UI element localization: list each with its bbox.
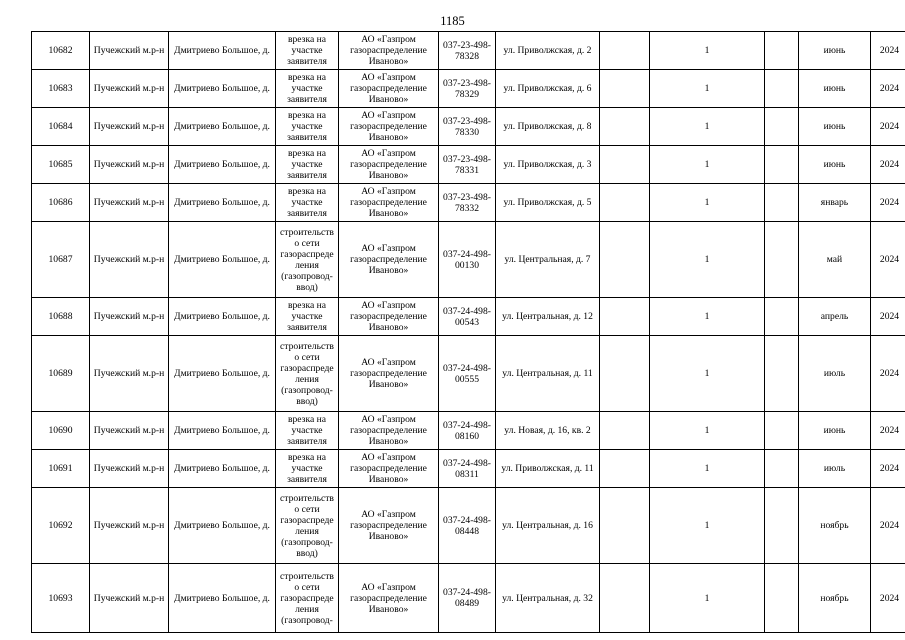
work-type-cell: врезка на участке заявителя xyxy=(276,184,339,222)
work-type-cell: врезка на участке заявителя xyxy=(276,108,339,146)
work-type-cell: строительство сети газораспределения (газопровод-ввод) xyxy=(276,488,339,564)
month-cell: январь xyxy=(799,184,871,222)
empty-cell xyxy=(765,450,799,488)
code-cell: 037-24-498-08448 xyxy=(439,488,496,564)
empty-cell xyxy=(765,146,799,184)
year-cell: 2024 xyxy=(871,108,905,146)
empty-cell xyxy=(765,336,799,412)
organization-cell: АО «Газпром газораспределение Иваново» xyxy=(339,450,439,488)
quantity-cell: 1 xyxy=(650,450,765,488)
table-row xyxy=(32,336,905,412)
empty-cell xyxy=(765,564,799,633)
month-cell: июль xyxy=(799,336,871,412)
locality-cell: Дмитриево Большое, д. xyxy=(169,146,276,184)
locality-cell: Дмитриево Большое, д. xyxy=(169,412,276,450)
work-type-cell: строительство сети газораспределения (газопровод-ввод) xyxy=(276,222,339,298)
work-type-cell: строительство сети газораспределения (газопровод- xyxy=(276,564,339,633)
code-cell: 037-23-498-78330 xyxy=(439,108,496,146)
empty-cell xyxy=(600,70,650,108)
address-cell: ул. Приволжская, д. 6 xyxy=(496,70,600,108)
empty-cell xyxy=(600,108,650,146)
month-cell: май xyxy=(799,222,871,298)
year-cell: 2024 xyxy=(871,146,905,184)
code-cell: 037-24-498-00543 xyxy=(439,298,496,336)
organization-cell: АО «Газпром газораспределение Иваново» xyxy=(339,146,439,184)
table-row xyxy=(32,412,905,450)
table-row xyxy=(32,488,905,564)
year-cell: 2024 xyxy=(871,488,905,564)
locality-cell: Дмитриево Большое, д. xyxy=(169,564,276,633)
empty-cell xyxy=(765,298,799,336)
district-cell: Пучежский м.р-н xyxy=(90,336,169,412)
year-cell: 2024 xyxy=(871,70,905,108)
empty-cell xyxy=(765,108,799,146)
quantity-cell: 1 xyxy=(650,488,765,564)
address-cell: ул. Центральная, д. 16 xyxy=(496,488,600,564)
table-row xyxy=(32,298,905,336)
empty-cell xyxy=(765,184,799,222)
month-cell: июнь xyxy=(799,70,871,108)
quantity-cell: 1 xyxy=(650,412,765,450)
table-row xyxy=(32,564,905,633)
district-cell: Пучежский м.р-н xyxy=(90,450,169,488)
quantity-cell: 1 xyxy=(650,146,765,184)
address-cell: ул. Центральная, д. 32 xyxy=(496,564,600,633)
month-cell: июнь xyxy=(799,412,871,450)
table-row xyxy=(32,450,905,488)
year-cell: 2024 xyxy=(871,412,905,450)
work-type-cell: врезка на участке заявителя xyxy=(276,450,339,488)
locality-cell: Дмитриево Большое, д. xyxy=(169,222,276,298)
quantity-cell: 1 xyxy=(650,222,765,298)
locality-cell: Дмитриево Большое, д. xyxy=(169,70,276,108)
code-cell: 037-24-498-08489 xyxy=(439,564,496,633)
organization-cell: АО «Газпром газораспределение Иваново» xyxy=(339,488,439,564)
organization-cell: АО «Газпром газораспределение Иваново» xyxy=(339,70,439,108)
empty-cell xyxy=(600,450,650,488)
quantity-cell: 1 xyxy=(650,564,765,633)
code-cell: 037-23-498-78328 xyxy=(439,32,496,70)
month-cell: ноябрь xyxy=(799,564,871,633)
month-cell: июнь xyxy=(799,146,871,184)
empty-cell xyxy=(600,298,650,336)
organization-cell: АО «Газпром газораспределение Иваново» xyxy=(339,564,439,633)
organization-cell: АО «Газпром газораспределение Иваново» xyxy=(339,222,439,298)
code-cell: 037-24-498-08311 xyxy=(439,450,496,488)
empty-cell xyxy=(600,32,650,70)
locality-cell: Дмитриево Большое, д. xyxy=(169,298,276,336)
row-number: 10693 xyxy=(32,564,90,633)
empty-cell xyxy=(600,488,650,564)
work-type-cell: врезка на участке заявителя xyxy=(276,70,339,108)
empty-cell xyxy=(600,564,650,633)
empty-cell xyxy=(765,488,799,564)
address-cell: ул. Приволжская, д. 5 xyxy=(496,184,600,222)
locality-cell: Дмитриево Большое, д. xyxy=(169,488,276,564)
address-cell: ул. Центральная, д. 12 xyxy=(496,298,600,336)
organization-cell: АО «Газпром газораспределение Иваново» xyxy=(339,184,439,222)
row-number: 10691 xyxy=(32,450,90,488)
work-type-cell: врезка на участке заявителя xyxy=(276,298,339,336)
year-cell: 2024 xyxy=(871,298,905,336)
table-row xyxy=(32,70,905,108)
district-cell: Пучежский м.р-н xyxy=(90,298,169,336)
month-cell: июнь xyxy=(799,108,871,146)
empty-cell xyxy=(600,146,650,184)
empty-cell xyxy=(765,32,799,70)
empty-cell xyxy=(600,336,650,412)
address-cell: ул. Приволжская, д. 3 xyxy=(496,146,600,184)
month-cell: июль xyxy=(799,450,871,488)
locality-cell: Дмитриево Большое, д. xyxy=(169,108,276,146)
address-cell: ул. Приволжская, д. 8 xyxy=(496,108,600,146)
district-cell: Пучежский м.р-н xyxy=(90,412,169,450)
district-cell: Пучежский м.р-н xyxy=(90,146,169,184)
table-row xyxy=(32,108,905,146)
address-cell: ул. Приволжская, д. 11 xyxy=(496,450,600,488)
work-type-cell: строительство сети газораспределения (газопровод-ввод) xyxy=(276,336,339,412)
table-body xyxy=(32,32,905,633)
table-row xyxy=(32,184,905,222)
district-cell: Пучежский м.р-н xyxy=(90,488,169,564)
district-cell: Пучежский м.р-н xyxy=(90,70,169,108)
empty-cell xyxy=(765,70,799,108)
quantity-cell: 1 xyxy=(650,298,765,336)
address-cell: ул. Центральная, д. 11 xyxy=(496,336,600,412)
code-cell: 037-24-498-08160 xyxy=(439,412,496,450)
row-number: 10682 xyxy=(32,32,90,70)
work-type-cell: врезка на участке заявителя xyxy=(276,146,339,184)
quantity-cell: 1 xyxy=(650,70,765,108)
row-number: 10683 xyxy=(32,70,90,108)
organization-cell: АО «Газпром газораспределение Иваново» xyxy=(339,298,439,336)
quantity-cell: 1 xyxy=(650,108,765,146)
district-cell: Пучежский м.р-н xyxy=(90,222,169,298)
year-cell: 2024 xyxy=(871,336,905,412)
row-number: 10692 xyxy=(32,488,90,564)
district-cell: Пучежский м.р-н xyxy=(90,32,169,70)
empty-cell xyxy=(765,412,799,450)
table-row xyxy=(32,32,905,70)
organization-cell: АО «Газпром газораспределение Иваново» xyxy=(339,108,439,146)
quantity-cell: 1 xyxy=(650,184,765,222)
code-cell: 037-23-498-78329 xyxy=(439,70,496,108)
organization-cell: АО «Газпром газораспределение Иваново» xyxy=(339,412,439,450)
address-cell: ул. Центральная, д. 7 xyxy=(496,222,600,298)
district-cell: Пучежский м.р-н xyxy=(90,564,169,633)
row-number: 10687 xyxy=(32,222,90,298)
locality-cell: Дмитриево Большое, д. xyxy=(169,450,276,488)
locality-cell: Дмитриево Большое, д. xyxy=(169,184,276,222)
address-cell: ул. Приволжская, д. 2 xyxy=(496,32,600,70)
page-number: 1185 xyxy=(440,14,465,28)
table-row xyxy=(32,222,905,298)
code-cell: 037-24-498-00555 xyxy=(439,336,496,412)
quantity-cell: 1 xyxy=(650,336,765,412)
registry-table xyxy=(31,31,905,633)
month-cell: ноябрь xyxy=(799,488,871,564)
district-cell: Пучежский м.р-н xyxy=(90,184,169,222)
year-cell: 2024 xyxy=(871,184,905,222)
code-cell: 037-23-498-78331 xyxy=(439,146,496,184)
empty-cell xyxy=(765,222,799,298)
row-number: 10689 xyxy=(32,336,90,412)
organization-cell: АО «Газпром газораспределение Иваново» xyxy=(339,336,439,412)
row-number: 10686 xyxy=(32,184,90,222)
organization-cell: АО «Газпром газораспределение Иваново» xyxy=(339,32,439,70)
table-row xyxy=(32,146,905,184)
empty-cell xyxy=(600,222,650,298)
code-cell: 037-23-498-78332 xyxy=(439,184,496,222)
empty-cell xyxy=(600,184,650,222)
year-cell: 2024 xyxy=(871,450,905,488)
work-type-cell: врезка на участке заявителя xyxy=(276,32,339,70)
row-number: 10690 xyxy=(32,412,90,450)
locality-cell: Дмитриево Большое, д. xyxy=(169,336,276,412)
code-cell: 037-24-498-00130 xyxy=(439,222,496,298)
year-cell: 2024 xyxy=(871,222,905,298)
quantity-cell: 1 xyxy=(650,32,765,70)
district-cell: Пучежский м.р-н xyxy=(90,108,169,146)
address-cell: ул. Новая, д. 16, кв. 2 xyxy=(496,412,600,450)
locality-cell: Дмитриево Большое, д. xyxy=(169,32,276,70)
empty-cell xyxy=(600,412,650,450)
row-number: 10685 xyxy=(32,146,90,184)
year-cell: 2024 xyxy=(871,32,905,70)
month-cell: апрель xyxy=(799,298,871,336)
year-cell: 2024 xyxy=(871,564,905,633)
month-cell: июнь xyxy=(799,32,871,70)
work-type-cell: врезка на участке заявителя xyxy=(276,412,339,450)
row-number: 10684 xyxy=(32,108,90,146)
row-number: 10688 xyxy=(32,298,90,336)
